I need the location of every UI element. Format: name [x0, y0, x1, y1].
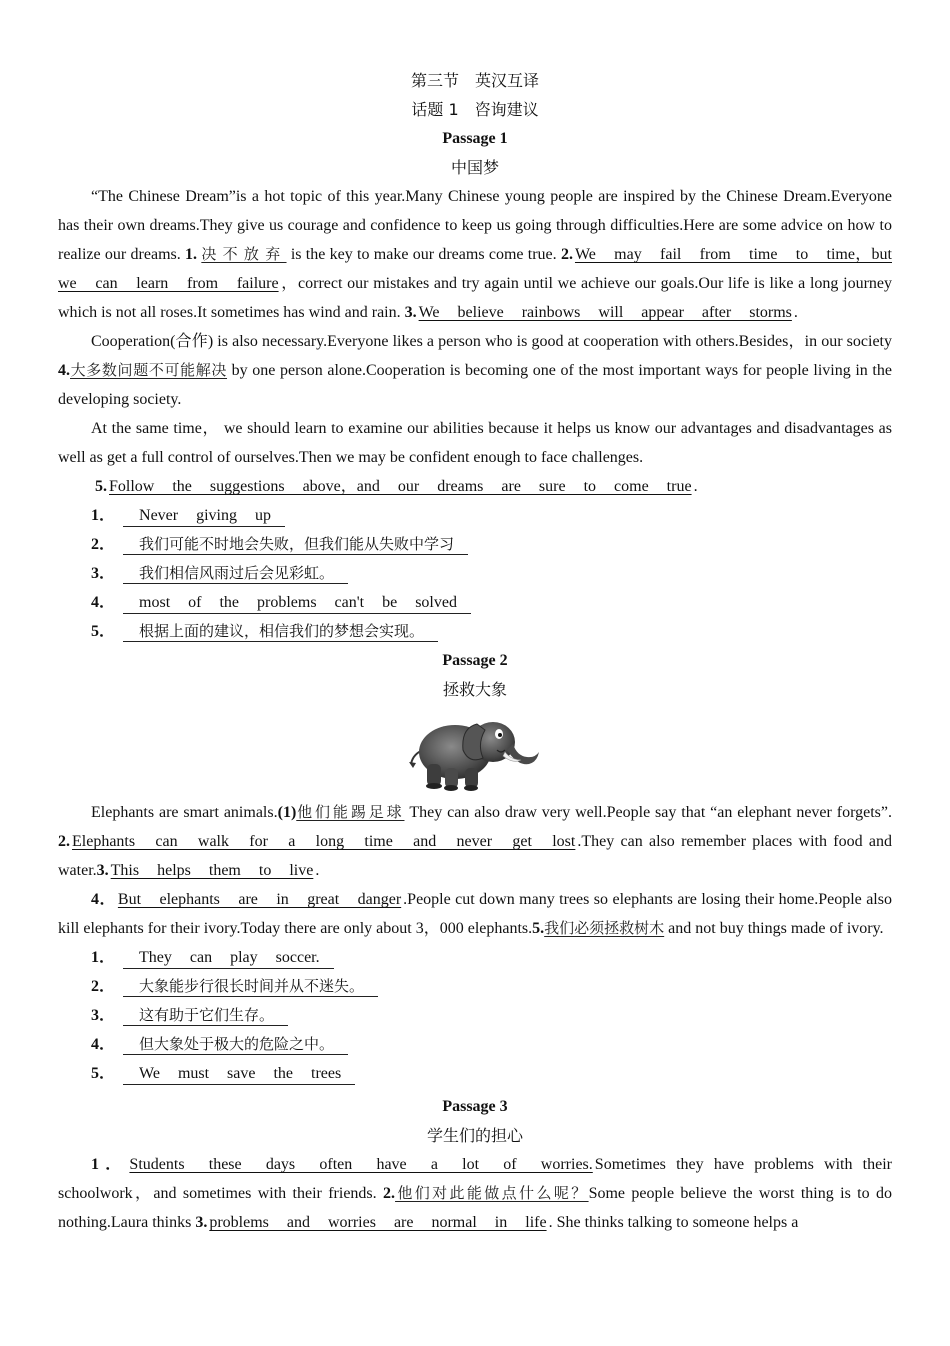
answer-number: 2．	[91, 536, 116, 553]
blank-number: 3.	[96, 862, 109, 879]
answer-number: 4．	[91, 594, 116, 611]
blank-number: 3.	[195, 1214, 208, 1231]
passage1-cn-title: 中国梦	[450, 158, 499, 177]
elephant-icon	[405, 706, 545, 792]
blank-answer: Elephants can walk for a long time and never get lost	[72, 833, 576, 850]
passage1-paragraph1	[58, 182, 892, 327]
passage1-title: Passage 1	[442, 130, 508, 147]
answer-line: 我们可能不时地会失败，但我们能从失败中学习	[123, 534, 468, 555]
text-run: and not buy things made of ivory.	[668, 920, 884, 937]
blank-number: 1.	[185, 246, 198, 263]
blank-answer: Follow the suggestions above，and our dreams are sure to come true	[109, 478, 692, 495]
answer-line: 根据上面的建议，相信我们的梦想会实现。	[123, 621, 438, 642]
text-run: They can also draw very well.People say that “an elephant never forgets”.	[409, 804, 892, 821]
text-run: “The Chinese Dream”is a hot topic of this year.Many Chinese young people are inspired by the Chinese Dream.Everyone has their own dreams.They give us courage and confidence to keep us going through difficulties.Here are some advice on how to realize our dreams.	[58, 188, 892, 263]
answer-item	[58, 1059, 892, 1088]
answer-number: 1．	[91, 949, 116, 966]
text-run: .They can also remember places with food and water.	[58, 833, 892, 879]
answer-number: 2．	[91, 978, 116, 995]
answer-number: 5．	[91, 1065, 116, 1082]
blank-answer: We may fail from time to time，but we can learn from failure	[58, 246, 892, 292]
answer-line: Never giving up	[123, 506, 285, 527]
text-run: Elephants are smart animals.	[91, 804, 278, 821]
passage1-paragraph4	[58, 472, 892, 501]
passage2-answer-list	[58, 943, 892, 1088]
blank-answer: Students these days often have a lot of worries.	[129, 1156, 593, 1173]
passage1-paragraph3: At the same time， we should learn to examine our abilities because it helps us know our advantages and disadvantages as well as get a full control of ourselves.Then we may be confident enough to face challenges.	[58, 420, 893, 466]
answer-item	[58, 559, 892, 588]
text-run: ，correct our mistakes and try again until we achieve our goals.Our life is like a long journey which is not all roses.It sometimes has wind and rain.	[58, 275, 893, 321]
text-run: Sometimes they have problems with their schoolwork，and sometimes with their friends.	[58, 1156, 893, 1202]
text-run: is the key to make our dreams come true.	[290, 246, 557, 263]
blank-number: 2.	[383, 1185, 396, 1202]
answer-line: 但大象处于极大的危险之中。	[123, 1034, 348, 1055]
answer-item	[58, 972, 892, 1001]
text-run: .	[793, 304, 798, 321]
passage2-paragraph2	[58, 885, 892, 943]
elephant-image	[58, 706, 892, 792]
section-heading: 第三节 英汉互译	[410, 71, 539, 90]
blank-answer: 他们对此能做点什么呢？	[395, 1184, 589, 1202]
text-run: Cooperation(合作) is also necessary.Everyone likes a person who is good at cooperation with others.Besides，in our society	[91, 333, 892, 350]
blank-answer: 大多数问题不可能解决	[70, 361, 228, 379]
blank-number: 5.	[95, 478, 107, 495]
answer-number: 3．	[91, 1007, 116, 1024]
answer-line: 这有助于它们生存。	[123, 1005, 288, 1026]
answer-number: 1．	[91, 507, 116, 524]
passage1-paragraph2	[58, 327, 892, 414]
text-run: Some people believe the worst thing is to do nothing.Laura thinks	[58, 1185, 892, 1231]
answer-item	[58, 588, 892, 617]
answer-item	[58, 617, 892, 646]
blank-answer: 他们能踢足球	[296, 803, 405, 821]
passage3-paragraph1	[58, 1150, 892, 1237]
blank-answer: 我们必须拯救树木	[544, 919, 665, 937]
answer-line: They can play soccer.	[123, 948, 334, 969]
answer-line: most of the problems can't be solved	[123, 593, 471, 614]
text-run: by one person alone.Cooperation is becoming one of the most important ways for people living in the developing society.	[58, 362, 892, 408]
blank-answer: We believe rainbows will appear after storms	[418, 304, 792, 321]
answer-item	[58, 501, 892, 530]
blank-number: 2.	[58, 833, 70, 850]
answer-number: 5．	[91, 623, 116, 640]
answer-line: 大象能步行很长时间并从不迷失。	[123, 976, 378, 997]
passage2-paragraph1	[58, 798, 892, 885]
passage2-cn-title: 拯救大象	[442, 680, 507, 699]
blank-answer: problems and worries are normal in life	[209, 1214, 547, 1231]
text-run: .	[693, 478, 698, 495]
answer-line: We must save the trees	[123, 1064, 355, 1085]
blank-number: 4.	[58, 362, 70, 379]
blank-answer: But elephants are in great danger	[117, 891, 402, 908]
document-page	[58, 66, 892, 1237]
text-run: .People cut down many trees so elephants are losing their home.People also kill elephants for their ivory.Today there are only about 3，000 elephants.	[58, 891, 892, 937]
topic-heading: 话题 1 咨询建议	[411, 100, 539, 119]
answer-line: 我们相信风雨过后会见彩虹。	[123, 563, 348, 584]
text-run: . She thinks talking to someone helps a	[548, 1214, 799, 1231]
blank-answer: This helps them to live	[110, 862, 314, 879]
answer-item	[58, 1030, 892, 1059]
blank-number: 1．	[91, 1156, 128, 1173]
blank-answer: 决不放弃	[201, 245, 287, 263]
passage1-answer-list	[58, 501, 892, 646]
blank-number: 4．	[91, 891, 116, 908]
blank-number: 2.	[560, 246, 573, 263]
answer-number: 4．	[91, 1036, 116, 1053]
answer-item	[58, 943, 892, 972]
blank-number: 3.	[404, 304, 417, 321]
passage2-title: Passage 2	[442, 652, 508, 669]
answer-item	[58, 1001, 892, 1030]
answer-item	[58, 530, 892, 559]
answer-number: 3．	[91, 565, 116, 582]
blank-number: (1)	[277, 804, 297, 821]
text-run: .	[315, 862, 320, 879]
passage3-title: Passage 3	[442, 1098, 508, 1115]
blank-number: 5.	[532, 920, 545, 937]
passage3-cn-title: 学生们的担心	[426, 1126, 523, 1145]
